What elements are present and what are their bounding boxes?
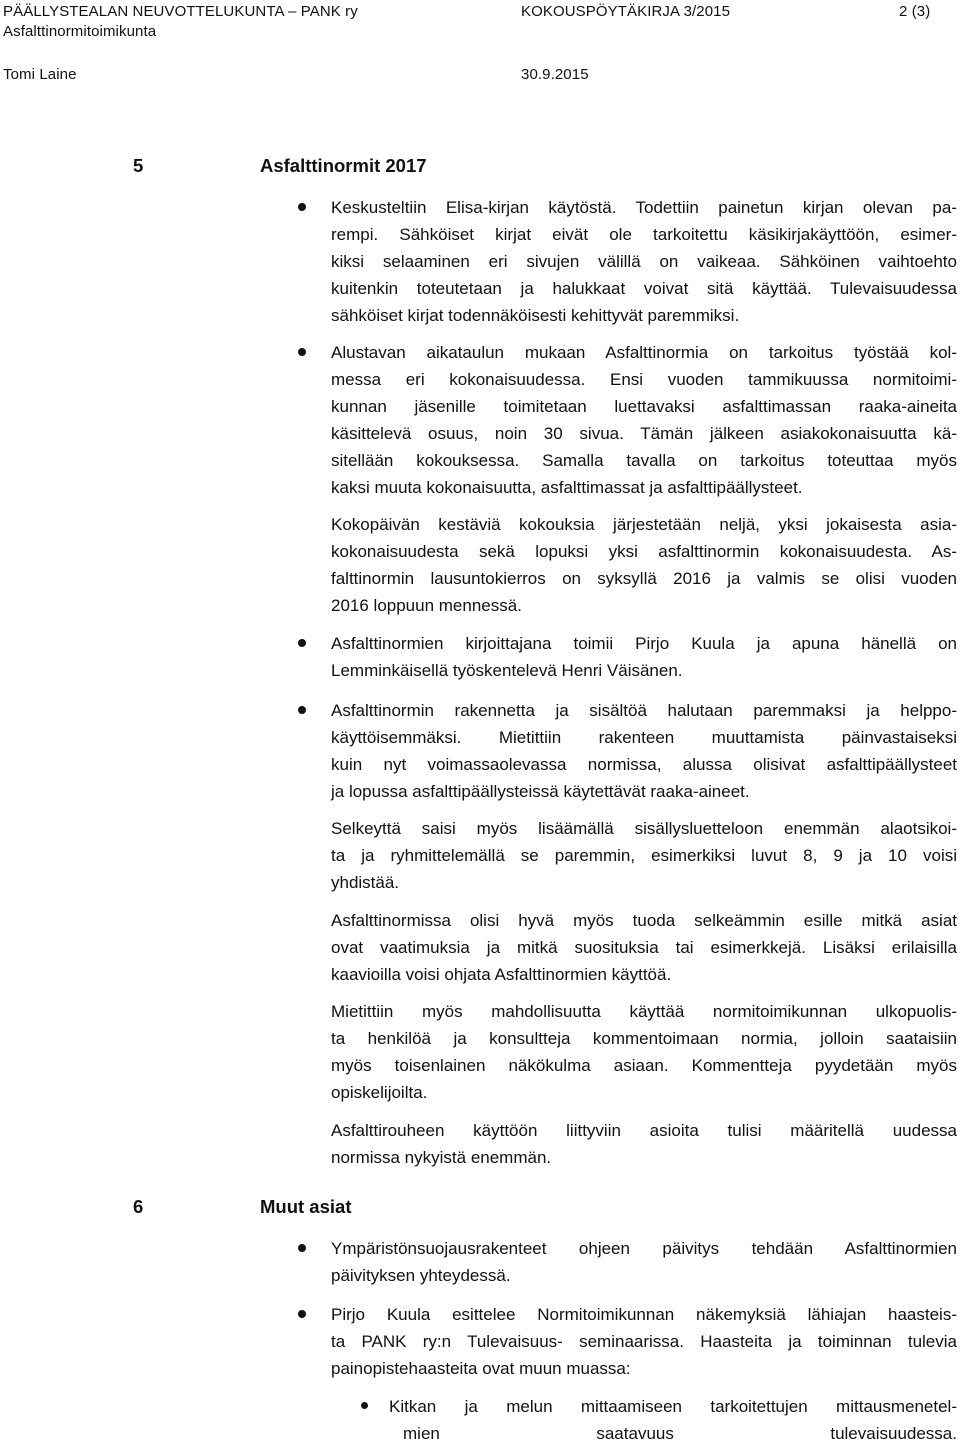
section-6-title: Muut asiat	[260, 1196, 352, 1217]
paragraph-schedule: Alustavan aikataulun mukaan Asfalttinormia on tarkoitus työstää kol- messa eri kokonaisuudessa. Ensi vuoden tammikuussa normitoimi- kunnan jäsenille toimitetaan luettavaksi asfalttimassan raaka-aineita käsittelevä osuus, noin 30 sivua. Tämän jälkeen asiakokonaisuutta kä- sitellään kokouksessa. Samalla tavalla on tarkoitus toteuttaa myös kaksi muuta kokonaisuutta, asfalttimassat ja asfalttipäällysteet.	[331, 343, 957, 497]
paragraph-consultants: Mietittiin myös mahdollisuutta käyttää normitoimikunnan ulkopuolis- ta henkilöä ja konsultteja kommentoimaan normia, jolloin saataisiin myös toisenlainen näkökulma asiaan. Kommentteja pyydetään myös opiskelijoilta.	[331, 1002, 957, 1102]
bullet-icon	[298, 203, 306, 211]
header-committee: Asfalttinormitoimikunta	[3, 23, 157, 40]
section-6-number: 6	[133, 1196, 144, 1217]
paragraph-seminar: Pirjo Kuula esittelee Normitoimikunnan näkemyksiä lähiajan haasteis- ta PANK ry:n Tulevaisuus- seminaarissa. Haasteita ja toiminnan tulevia painopistehaasteita ovat muun muassa:	[331, 1305, 957, 1378]
paragraph-structure: Asfalttinormin rakennetta ja sisältöä halutaan paremmaksi ja helppo- käyttöisemmäksi. Mietittiin rakenteen muuttamista päinvastaiseksi kuin nyt voimassaolevassa normissa, alussa olisivat asfalttipäällysteet ja lopussa asfalttipäällysteissä käytettävät raaka-aineet.	[331, 701, 957, 801]
paragraph-reclaimed-asphalt: Asfalttirouheen käyttöön liittyviin asioita tulisi määritellä uudessa normissa nykyistä enemmän.	[331, 1121, 957, 1167]
bullet-icon	[298, 706, 306, 714]
paragraph-meetings: Kokopäivän kestäviä kokouksia järjestetään neljä, yksi jokaisesta asia- kokonaisuudesta sekä lopuksi yksi asfalttinormin kokonaisuudesta. As- falttinormin lausuntokierros on syksyllä 2016 ja valmis se olisi vuoden 2016 loppuun mennessä.	[331, 515, 957, 615]
paragraph-authors: Asfalttinormien kirjoittajana toimii Pirjo Kuula ja apuna hänellä on Lemminkäisellä työskentelevä Henri Väisänen.	[331, 634, 957, 680]
paragraph-toc: Selkeyttä saisi myös lisäämällä sisällysluetteloon enemmän alaotsikoi- ta ja ryhmittelemällä se paremmin, esimerkiksi luvut 8, 9 ja 10 voisi yhdistää.	[331, 819, 957, 892]
section-5-number: 5	[133, 155, 144, 176]
bullet-icon	[298, 1244, 306, 1252]
subitem-friction-noise: Kitkan ja melun mittaamiseen tarkoitettujen mittausmenetel- mien saatavuus tulevaisuudessa.	[389, 1397, 957, 1443]
paragraph-elisa-book: Keskusteltiin Elisa-kirjan käytöstä. Todettiin painetun kirjan olevan pa- rempi. Sähköiset kirjat eivät ole tarkoitettu käsikirjakäyttöön, esimer- kiksi selaaminen eri sivujen välillä on vaikeaa. Sähköinen vaihtoehto kuitenkin toteutetaan ja halukkaat voivat sitä käyttää. Tulevaisuudessa sähköiset kirjat todennäköisesti kehittyvät paremmiksi.	[331, 198, 957, 325]
header-doc-type: KOKOUSPÖYTÄKIRJA 3/2015	[521, 3, 731, 20]
sub-bullet-icon	[361, 1402, 368, 1409]
header-org: PÄÄLLYSTEALAN NEUVOTTELUKUNTA – PANK ry	[3, 3, 358, 20]
bullet-icon	[298, 639, 306, 647]
paragraph-environment: Ympäristönsuojausrakenteet ohjeen päivitys tehdään Asfalttinormien päivityksen yhteydessä.	[331, 1239, 957, 1285]
bullet-icon	[298, 348, 306, 356]
section-5-title: Asfalttinormit 2017	[260, 155, 427, 176]
bullet-icon	[298, 1310, 306, 1318]
header-author: Tomi Laine	[3, 66, 77, 83]
paragraph-requirements: Asfalttinormissa olisi hyvä myös tuoda selkeämmin esille mitkä asiat ovat vaatimuksia ja mitkä suosituksia tai esimerkkejä. Lisäksi erilaisilla kaavioilla voisi ohjata Asfalttinormien käyttöä.	[331, 911, 957, 984]
header-page-number: 2 (3)	[899, 3, 931, 20]
header-date: 30.9.2015	[521, 66, 589, 83]
